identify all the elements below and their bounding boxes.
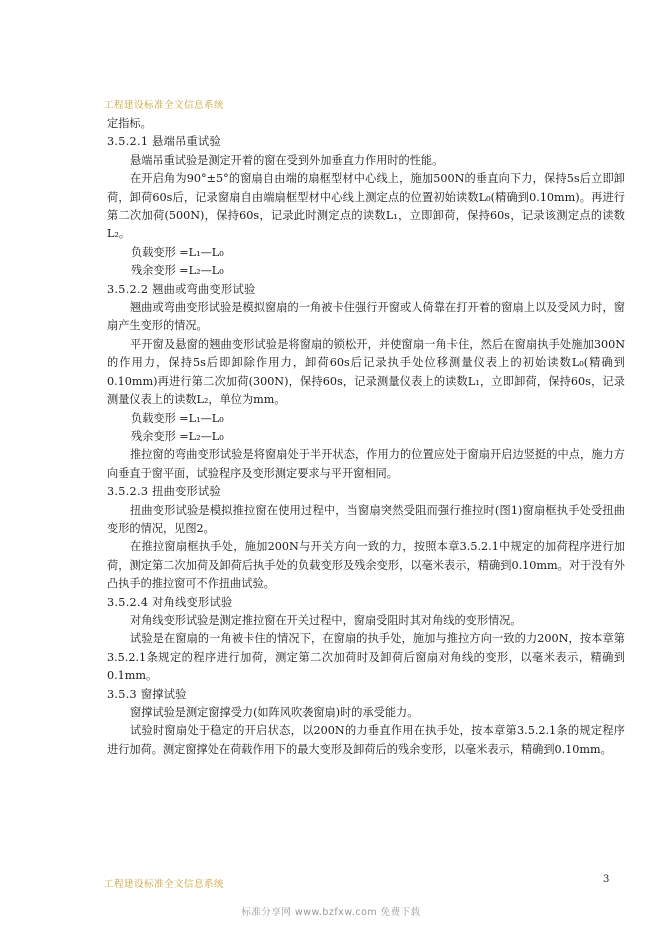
section-heading: 3.5.3 窗撑试验 [107,687,187,701]
paragraph: 平开窗及悬窗的翘曲变形试验是将窗扇的锁松开，并使窗扇一角卡住，然后在窗扇执手处施加300N的作用力，保持5s后即卸除作用力，卸荷60s后记录执手处位移测量仪表上的初始读数L₀(精确到0.10mm)再进行第二次加荷(300N)，保持60s，记录测量仪表上的读数L₁，立即卸荷，保持60s，记录测量仪表上的读数L₂，单位为mm。 [107,337,625,407]
section-heading: 3.5.2.4 对角线变形试验 [107,595,233,609]
paragraph: 对角线变形试验是测定推拉窗在开关过程中，窗扇受阻时其对角线的变形情况。 [130,613,522,627]
paragraph: 扭曲变形试验是模拟推拉窗在使用过程中，当窗扇突然受阻而强行推拉时(图1)窗扇框执手处受扭曲变形的情况，见图2。 [107,503,625,535]
document-body [107,115,625,759]
section-heading: 3.5.2.3 扭曲变形试验 [107,485,222,499]
paragraph: 悬端吊重试验是测定开着的窗在受到外加垂直力作用时的性能。 [130,153,444,167]
formula-line: 负载变形 =L₁—L₀ [131,411,224,425]
formula-line: 残余变形 =L₂—L₀ [131,429,224,443]
paragraph: 翘曲或弯曲变形试验是模拟窗扇的一角被卡住强行开窗或人倚靠在打开着的窗扇上以及受风力时，窗扇产生变形的情况。 [107,301,625,333]
paragraph: 试验时窗扇处于稳定的开启状态，以200N的力垂直作用在执手处，按本章第3.5.2.1条的规定程序进行加荷。测定窗撑处在荷载作用下的最大变形及卸荷后的残余变形，以毫米表示，精确到0.10mm。 [107,724,625,756]
paragraph: 推拉窗的弯曲变形试验是将窗扇处于半开状态，作用力的位置应处于窗扇开启边竖挺的中点，施力方向垂直于窗平面，试验程序及变形测定要求与平开窗相同。 [107,448,625,480]
page-number: 3 [603,874,610,885]
formula-line: 残余变形 =L₂—L₀ [131,264,224,278]
watermark-text: 标准分享网 www.bzfxw.com 免费下载 [241,907,421,918]
formula-line: 负载变形 =L₁—L₀ [131,245,224,259]
paragraph: 窗撑试验是测定窗撑受力(如阵风吹袭窗扇)时的承受能力。 [130,706,419,719]
paragraph: 在推拉窗扇框执手处，施加200N与开关方向一致的力，按照本章3.5.2.1中规定的加荷程序进行加荷，测定第二次加荷及卸荷后执手处的负载变形及残余变形，以毫米表示，精确到0.10mm。对于没有外凸执手的推拉窗可不作扭曲试验。 [107,540,625,591]
page-header: 工程建设标准全文信息系统 [104,100,225,111]
section-heading: 3.5.2.2 翘曲或弯曲变形试验 [107,282,256,296]
paragraph: 试验是在窗扇的一角被卡住的情况下，在窗扇的执手处，施加与推拉方向一致的力200N，按本章第3.5.2.1条规定的程序进行加荷，测定第二次加荷时及卸荷后窗扇对角线的变形，以毫米表示，精确到0.1mm。 [107,632,625,683]
paragraph: 在开启角为90°±5°的窗扇自由端的扇框型材中心线上，施加500N的垂直向下力，保持5s后立即卸荷，卸荷60s后，记录窗扇自由端扇框型材中心线上测定点的位置初始读数L₀(精确到0.10mm)。再进行第二次加荷(500N)，保持60s，记录此时测定点的读数L₁，立即卸荷，保持60s，记录该测定点的读数L₂。 [107,172,625,241]
paragraph: 定指标。 [107,117,152,130]
section-heading: 3.5.2.1 悬端吊重试验 [107,135,222,149]
page-footer: 工程建设标准全文信息系统 [104,879,225,890]
